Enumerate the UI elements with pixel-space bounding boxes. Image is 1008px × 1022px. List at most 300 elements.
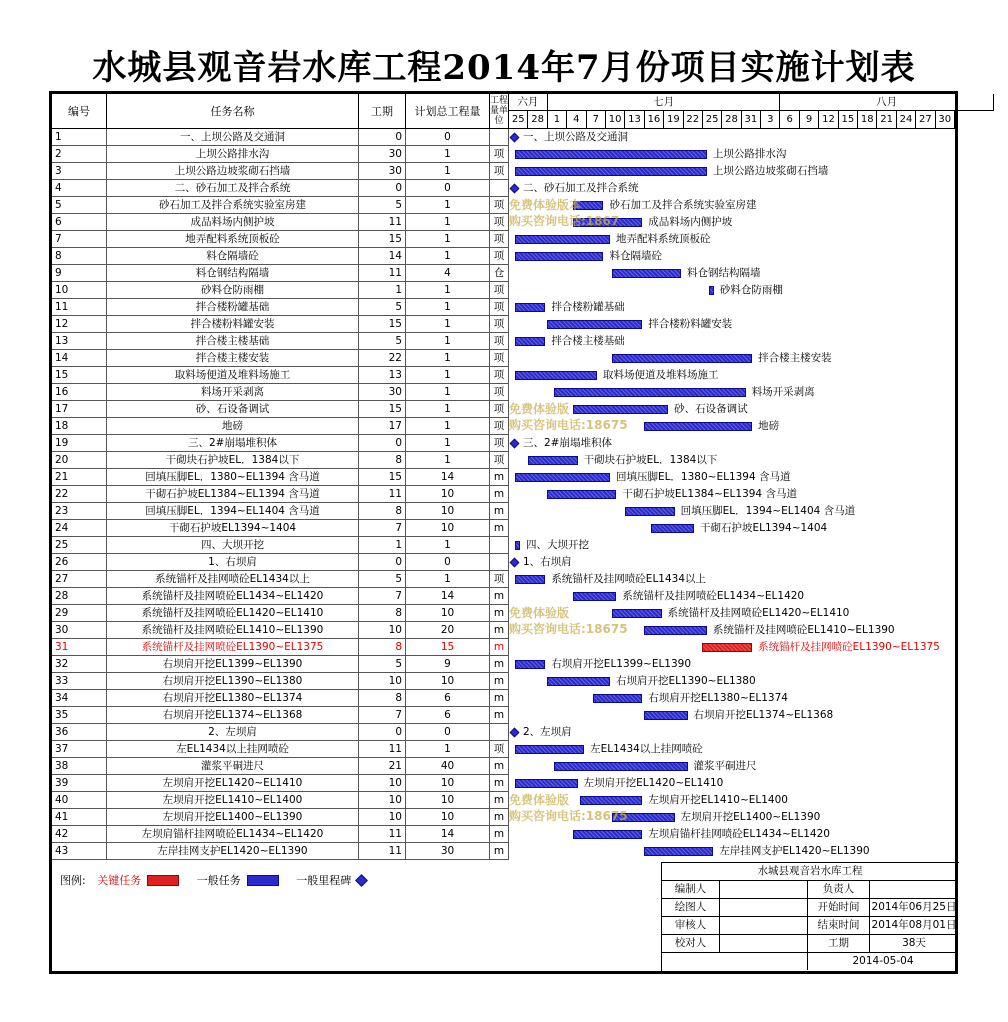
task-name: 系统锚杆及挂网喷砼EL1410~EL1390 <box>107 622 359 639</box>
task-name: 拌合楼主楼安装 <box>107 350 359 367</box>
task-duration: 17 <box>359 418 406 435</box>
task-bar <box>554 762 688 771</box>
task-qty: 1 <box>406 299 490 316</box>
watermark-text: 购买咨询电话:18675 <box>509 622 628 636</box>
task-qty: 10 <box>406 809 490 826</box>
task-qty: 30 <box>406 843 490 860</box>
task-bar <box>644 711 687 720</box>
task-name: 左坝肩锚杆挂网喷砼EL1434~EL1420 <box>107 826 359 843</box>
day-header: 7 <box>587 111 606 129</box>
task-qty: 10 <box>406 520 490 537</box>
task-unit: m <box>490 809 509 826</box>
task-qty: 9 <box>406 656 490 673</box>
task-qty: 1 <box>406 333 490 350</box>
task-name: 左坝肩开挖EL1410~EL1400 <box>107 792 359 809</box>
table-row <box>52 809 509 826</box>
task-unit: 项 <box>490 435 509 452</box>
task-qty: 14 <box>406 469 490 486</box>
task-qty: 0 <box>406 724 490 741</box>
task-unit <box>490 537 509 554</box>
task-no: 16 <box>52 384 107 401</box>
task-bar <box>554 388 746 397</box>
task-bar <box>593 694 643 703</box>
task-qty: 10 <box>406 503 490 520</box>
bar-label: 砂石加工及拌合系统实验室房建 <box>609 199 757 211</box>
info-duration-label: 工期 <box>808 935 870 952</box>
task-name: 系统锚杆及挂网喷砼EL1434~EL1420 <box>107 588 359 605</box>
table-row <box>52 163 509 180</box>
task-no: 39 <box>52 775 107 792</box>
task-qty: 1 <box>406 197 490 214</box>
task-name: 二、砂石加工及拌合系统 <box>107 180 359 197</box>
header-no: 编号 <box>52 94 107 129</box>
bar-label: 右坝肩开挖EL1374~EL1368 <box>693 709 834 721</box>
task-qty: 1 <box>406 350 490 367</box>
task-no: 10 <box>52 282 107 299</box>
task-qty: 1 <box>406 214 490 231</box>
month-header: 六月 <box>509 94 548 111</box>
task-duration: 8 <box>359 690 406 707</box>
task-no: 17 <box>52 401 107 418</box>
task-duration: 5 <box>359 656 406 673</box>
task-qty: 20 <box>406 622 490 639</box>
task-bar <box>515 337 545 346</box>
task-unit: m <box>490 605 509 622</box>
table-row <box>52 129 509 146</box>
task-qty: 0 <box>406 129 490 146</box>
task-duration: 11 <box>359 486 406 503</box>
task-duration: 8 <box>359 503 406 520</box>
bar-label: 成品料场内侧护坡 <box>648 216 733 228</box>
bar-label: 二、砂石加工及拌合系统 <box>523 182 639 194</box>
bar-label: 右坝肩开挖EL1380~EL1374 <box>648 692 788 704</box>
task-name: 回填压脚EL．1394~EL1404 含马道 <box>107 503 359 520</box>
task-no: 15 <box>52 367 107 384</box>
header-unit: 工程量单位 <box>490 94 509 129</box>
bar-label: 左岸挂网支护EL1420~EL1390 <box>719 845 870 857</box>
bar-label: 右坝肩开挖EL1399~EL1390 <box>551 658 692 670</box>
task-unit: m <box>490 588 509 605</box>
task-name: 系统锚杆及挂网喷砼EL1390~EL1375 <box>107 639 359 656</box>
title-block <box>661 862 959 973</box>
info-row-2 <box>662 899 958 917</box>
task-bar <box>547 490 616 499</box>
task-qty: 10 <box>406 605 490 622</box>
task-bar <box>515 371 597 380</box>
task-bar <box>612 354 752 363</box>
task-unit: m <box>490 792 509 809</box>
task-duration: 10 <box>359 673 406 690</box>
task-bar <box>612 813 675 822</box>
task-duration: 7 <box>359 707 406 724</box>
task-name: 砂料仓防雨棚 <box>107 282 359 299</box>
task-duration: 0 <box>359 435 406 452</box>
task-no: 22 <box>52 486 107 503</box>
task-bar <box>515 541 520 550</box>
task-duration: 0 <box>359 554 406 571</box>
info-compiler-label: 编制人 <box>662 881 720 898</box>
table-row <box>52 843 509 860</box>
task-duration: 0 <box>359 129 406 146</box>
task-qty: 10 <box>406 486 490 503</box>
day-header: 21 <box>877 111 896 129</box>
task-qty: 1 <box>406 248 490 265</box>
bar-label: 系统锚杆及挂网喷砼EL1420~EL1410 <box>667 607 850 619</box>
info-start-value: 2014年06月25日 <box>871 901 957 913</box>
legend-milestone-label: 一般里程碑 <box>296 874 352 887</box>
table-row <box>52 418 509 435</box>
table-row <box>52 537 509 554</box>
task-qty: 0 <box>406 554 490 571</box>
task-name: 拌合楼主楼基础 <box>107 333 359 350</box>
task-bar <box>612 269 681 278</box>
task-bar <box>709 286 714 295</box>
table-row <box>52 724 509 741</box>
table-row <box>52 146 509 163</box>
watermark-text: 购买咨询电话:1867 <box>509 214 620 228</box>
day-header: 6 <box>780 111 799 129</box>
table-row <box>52 690 509 707</box>
table-row <box>52 588 509 605</box>
task-no: 23 <box>52 503 107 520</box>
bar-label: 左坝肩锚杆挂网喷砼EL1434~EL1420 <box>648 828 830 840</box>
info-project: 水城县观音岩水库工程 <box>757 865 863 877</box>
task-unit: 项 <box>490 367 509 384</box>
task-unit: 项 <box>490 401 509 418</box>
legend-normal-label: 一般任务 <box>196 874 241 887</box>
task-qty: 1 <box>406 384 490 401</box>
task-name: 回填压脚EL．1380~EL1394 含马道 <box>107 469 359 486</box>
watermark-text: 购买咨询电话:18675 <box>509 418 628 432</box>
task-unit: 项 <box>490 350 509 367</box>
table-row <box>52 622 509 639</box>
bar-label: 拌合楼主楼基础 <box>551 335 625 347</box>
watermark-text: 免费体验版 <box>509 606 570 620</box>
info-compiler-value <box>720 881 808 898</box>
task-duration: 15 <box>359 469 406 486</box>
task-qty: 6 <box>406 690 490 707</box>
task-no: 31 <box>52 639 107 656</box>
task-name: 右坝肩开挖EL1390~EL1380 <box>107 673 359 690</box>
info-date-blank <box>662 953 808 970</box>
task-no: 41 <box>52 809 107 826</box>
gantt-chart <box>509 94 955 857</box>
milestone-diamond-icon <box>510 184 520 194</box>
task-name: 料仓隔墙砼 <box>107 248 359 265</box>
task-qty: 1 <box>406 316 490 333</box>
day-header: 9 <box>800 111 819 129</box>
task-unit: 仓 <box>490 265 509 282</box>
bar-label: 左坝肩开挖EL1410~EL1400 <box>648 794 788 806</box>
task-bar <box>625 507 675 516</box>
task-qty: 14 <box>406 826 490 843</box>
task-duration: 5 <box>359 571 406 588</box>
task-duration: 11 <box>359 741 406 758</box>
task-name: 拌合楼粉罐基础 <box>107 299 359 316</box>
task-bar <box>644 847 713 856</box>
info-reviewer-value <box>720 917 808 934</box>
day-header: 19 <box>664 111 683 129</box>
task-unit: m <box>490 826 509 843</box>
task-no: 7 <box>52 231 107 248</box>
bar-label: 一、上坝公路及交通洞 <box>523 131 628 143</box>
task-name: 砂、石设备调试 <box>107 401 359 418</box>
task-name: 三、2#崩塌堆积体 <box>107 435 359 452</box>
task-no: 1 <box>52 129 107 146</box>
task-bar <box>644 626 707 635</box>
table-row <box>52 231 509 248</box>
bar-label: 干砌块石护坡EL．1384以下 <box>583 454 718 466</box>
task-name: 上坝公路边坡浆砌石挡墙 <box>107 163 359 180</box>
task-unit: 项 <box>490 418 509 435</box>
day-header: 18 <box>858 111 877 129</box>
day-header: 4 <box>567 111 586 129</box>
task-duration: 22 <box>359 350 406 367</box>
task-name: 右坝肩开挖EL1374~EL1368 <box>107 707 359 724</box>
task-unit: 项 <box>490 231 509 248</box>
bar-label: 系统锚杆及挂网喷砼EL1410~EL1390 <box>712 624 895 636</box>
task-duration: 15 <box>359 316 406 333</box>
task-bar <box>547 320 642 329</box>
task-unit: 项 <box>490 384 509 401</box>
task-duration: 1 <box>359 282 406 299</box>
table-row <box>52 758 509 775</box>
bar-label: 取料场便道及堆料场施工 <box>603 369 719 381</box>
task-unit: 项 <box>490 163 509 180</box>
task-qty: 1 <box>406 435 490 452</box>
legend-milestone-icon <box>355 874 368 887</box>
task-name: 干砌石护坡EL1394~1404 <box>107 520 359 537</box>
watermark-text: 免费体验版本 <box>509 198 582 212</box>
task-unit: m <box>490 690 509 707</box>
task-no: 11 <box>52 299 107 316</box>
task-unit: 项 <box>490 214 509 231</box>
task-duration: 10 <box>359 809 406 826</box>
task-qty: 1 <box>406 537 490 554</box>
task-duration: 8 <box>359 605 406 622</box>
info-row-3 <box>662 917 958 935</box>
task-no: 32 <box>52 656 107 673</box>
task-duration: 7 <box>359 520 406 537</box>
table-row <box>52 367 509 384</box>
bar-label: 干砌石护坡EL1394~1404 <box>699 522 828 534</box>
task-duration: 30 <box>359 384 406 401</box>
task-bar <box>528 456 578 465</box>
task-no: 38 <box>52 758 107 775</box>
table-row <box>52 180 509 197</box>
task-unit: 项 <box>490 316 509 333</box>
task-name: 砂石加工及拌合系统实验室房建 <box>107 197 359 214</box>
day-header: 27 <box>916 111 935 129</box>
task-qty: 1 <box>406 163 490 180</box>
legend-critical-label: 关键任务 <box>97 874 142 887</box>
legend-normal-swatch <box>247 875 279 886</box>
task-no: 42 <box>52 826 107 843</box>
task-duration: 0 <box>359 724 406 741</box>
watermark-text: 免费体验版 <box>509 402 570 416</box>
day-header: 12 <box>819 111 838 129</box>
bar-label: 砂料仓防雨棚 <box>719 284 783 296</box>
table-row <box>52 554 509 571</box>
task-bar <box>515 167 707 176</box>
task-qty: 4 <box>406 265 490 282</box>
legend-label: 图例: <box>60 874 86 887</box>
task-name: 左坝肩开挖EL1420~EL1410 <box>107 775 359 792</box>
bar-label: 系统锚杆及挂网喷砼EL1390~EL1375 <box>758 641 940 653</box>
task-name: 地磅 <box>107 418 359 435</box>
task-no: 40 <box>52 792 107 809</box>
task-no: 27 <box>52 571 107 588</box>
day-header: 10 <box>606 111 625 129</box>
table-row <box>52 452 509 469</box>
month-header: 七月 <box>548 94 781 111</box>
task-no: 20 <box>52 452 107 469</box>
task-no: 33 <box>52 673 107 690</box>
task-unit: 项 <box>490 452 509 469</box>
info-drafter-value <box>720 899 808 916</box>
task-unit: m <box>490 843 509 860</box>
task-name: 左坝肩开挖EL1400~EL1390 <box>107 809 359 826</box>
task-name: 系统锚杆及挂网喷砼EL1434以上 <box>107 571 359 588</box>
task-bar <box>612 609 662 618</box>
task-name: 四、大坝开挖 <box>107 537 359 554</box>
info-owner-value <box>870 881 958 898</box>
task-bar <box>644 422 752 431</box>
header-duration: 工期 <box>359 94 406 129</box>
day-header: 24 <box>897 111 916 129</box>
task-duration: 11 <box>359 826 406 843</box>
legend-critical-swatch <box>147 875 179 886</box>
milestone-diamond-icon <box>510 439 520 449</box>
table-row <box>52 435 509 452</box>
task-no: 5 <box>52 197 107 214</box>
day-header: 22 <box>684 111 703 129</box>
table-row <box>52 605 509 622</box>
table-row <box>52 469 509 486</box>
day-header: 13 <box>625 111 644 129</box>
header-qty: 计划总工程量 <box>406 94 490 129</box>
task-qty: 10 <box>406 673 490 690</box>
page-title: 水城县观音岩水库工程2014年7月份项目实施计划表 <box>92 48 916 88</box>
task-name: 灌浆平硐进尺 <box>107 758 359 775</box>
task-name: 系统锚杆及挂网喷砼EL1420~EL1410 <box>107 605 359 622</box>
info-project-row <box>662 863 958 881</box>
task-duration: 13 <box>359 367 406 384</box>
task-no: 9 <box>52 265 107 282</box>
task-bar <box>515 252 603 261</box>
task-bar <box>515 745 584 754</box>
task-name: 拌合楼粉料罐安装 <box>107 316 359 333</box>
task-qty: 1 <box>406 282 490 299</box>
task-bar <box>515 575 545 584</box>
task-duration: 21 <box>359 758 406 775</box>
task-unit <box>490 554 509 571</box>
task-unit: 项 <box>490 248 509 265</box>
task-bar <box>573 592 616 601</box>
bar-label: 系统锚杆及挂网喷砼EL1434~EL1420 <box>622 590 805 602</box>
table-row <box>52 741 509 758</box>
task-name: 干砌块石护坡EL．1384以下 <box>107 452 359 469</box>
task-bar <box>515 473 610 482</box>
table-row <box>52 299 509 316</box>
bar-label: 上坝公路排水沟 <box>712 148 787 160</box>
task-no: 26 <box>52 554 107 571</box>
task-bar <box>573 830 642 839</box>
bar-label: 三、2#崩塌堆积体 <box>523 437 612 449</box>
task-no: 30 <box>52 622 107 639</box>
bar-label: 回填压脚EL．1380~EL1394 含马道 <box>615 471 791 483</box>
task-duration: 1 <box>359 537 406 554</box>
task-bar <box>651 524 694 533</box>
task-duration: 15 <box>359 401 406 418</box>
bar-label: 灌浆平硐进尺 <box>693 760 757 772</box>
task-duration: 11 <box>359 843 406 860</box>
bar-label: 料场开采剥离 <box>751 386 815 398</box>
task-unit: 项 <box>490 197 509 214</box>
task-no: 35 <box>52 707 107 724</box>
info-owner-label: 负责人 <box>808 881 870 898</box>
table-row <box>52 792 509 809</box>
task-no: 2 <box>52 146 107 163</box>
task-name: 一、上坝公路及交通洞 <box>107 129 359 146</box>
table-row <box>52 826 509 843</box>
table-row <box>52 486 509 503</box>
bar-label: 拌合楼粉料罐安装 <box>648 318 733 330</box>
task-name: 干砌石护坡EL1384~EL1394 含马道 <box>107 486 359 503</box>
task-name: 上坝公路排水沟 <box>107 146 359 163</box>
milestone-diamond-icon <box>510 133 520 143</box>
task-unit: 项 <box>490 146 509 163</box>
task-bar <box>515 779 578 788</box>
task-no: 37 <box>52 741 107 758</box>
task-qty: 1 <box>406 401 490 418</box>
task-duration: 14 <box>359 248 406 265</box>
info-end-label: 结束时间 <box>808 917 870 934</box>
day-header: 25 <box>703 111 722 129</box>
task-unit <box>490 724 509 741</box>
table-row <box>52 571 509 588</box>
day-header: 28 <box>528 111 547 129</box>
bar-label: 料仓隔墙砼 <box>609 250 662 262</box>
info-drafter-label: 绘图人 <box>662 899 720 916</box>
task-bar <box>515 150 707 159</box>
bar-label: 右坝肩开挖EL1390~EL1380 <box>615 675 756 687</box>
table-row <box>52 265 509 282</box>
table-row <box>52 214 509 231</box>
task-unit <box>490 129 509 146</box>
bar-label: 2、左坝肩 <box>523 726 572 738</box>
info-duration-value: 38天 <box>902 937 926 949</box>
task-no: 3 <box>52 163 107 180</box>
header-name: 任务名称 <box>107 94 359 129</box>
task-bar <box>547 677 610 686</box>
task-duration: 10 <box>359 775 406 792</box>
task-no: 13 <box>52 333 107 350</box>
task-name: 取料场便道及堆料场施工 <box>107 367 359 384</box>
watermark-text: 购买咨询电话:18675 <box>509 809 628 823</box>
bar-label: 地磅 <box>758 420 780 432</box>
task-unit: 项 <box>490 282 509 299</box>
task-duration: 5 <box>359 299 406 316</box>
task-qty: 14 <box>406 588 490 605</box>
task-unit: m <box>490 775 509 792</box>
task-bar <box>580 796 643 805</box>
task-duration: 0 <box>359 180 406 197</box>
task-duration: 30 <box>359 146 406 163</box>
task-qty: 40 <box>406 758 490 775</box>
critical-task-bar <box>702 643 752 652</box>
task-name: 料场开采剥离 <box>107 384 359 401</box>
